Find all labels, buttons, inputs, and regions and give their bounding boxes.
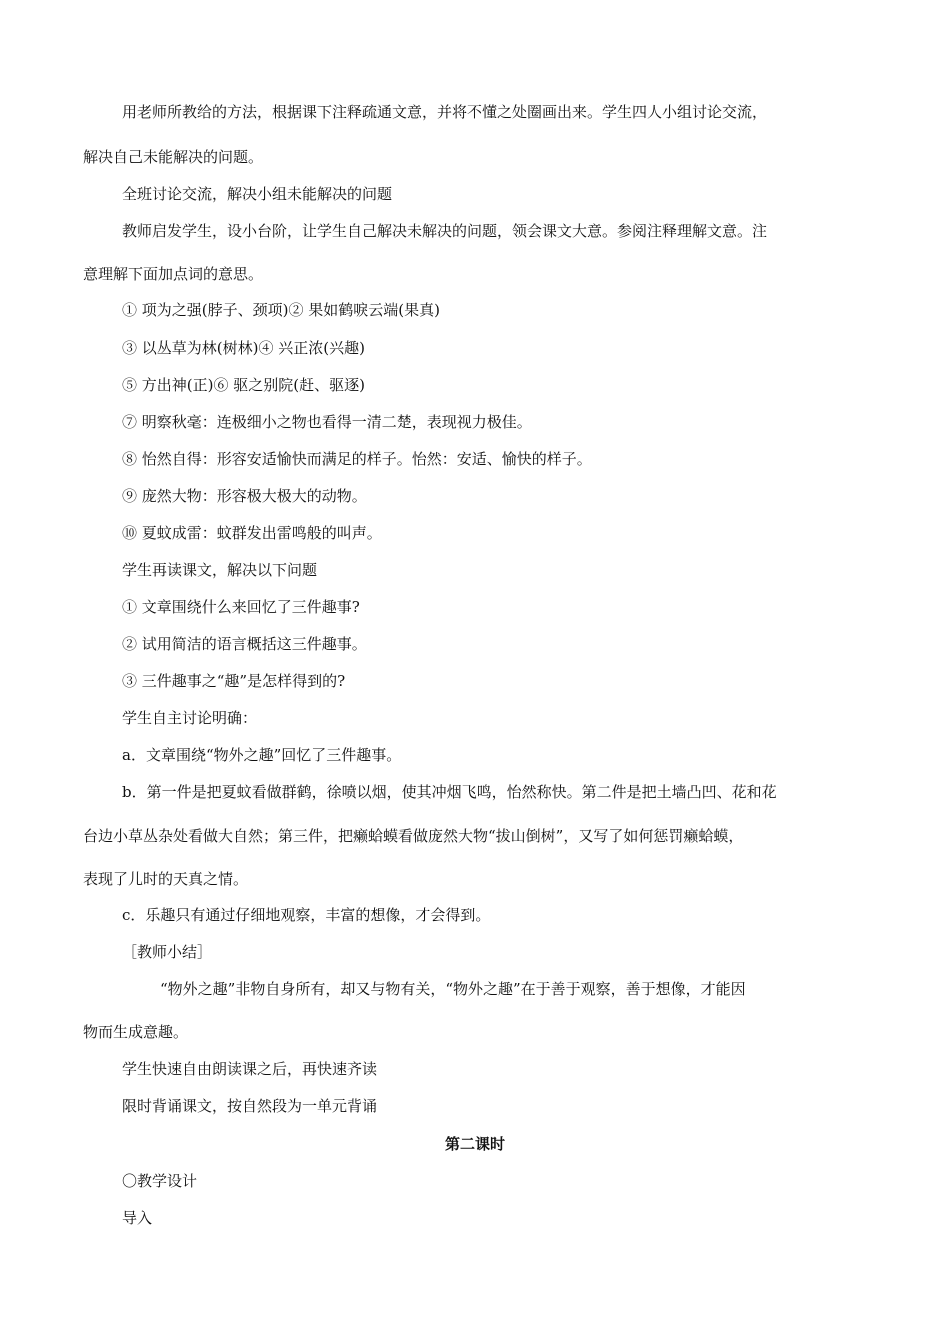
paragraph-line: 学生快速自由朗读课之后，再快速齐读 (122, 1060, 378, 1078)
list-item: ⑧ 怡然自得：形容安适愉快而满足的样子。怡然：安适、愉快的样子。 (122, 450, 592, 468)
section-heading: 第二课时 (444, 1135, 505, 1153)
paragraph-line: 〇教学设计 (122, 1172, 198, 1190)
paragraph-line: 意理解下面加点词的意思。 (83, 265, 264, 283)
paragraph-line: 用老师所教给的方法，根据课下注释疏通文意，并将不懂之处圈画出来。学生四人小组讨论交流， (122, 103, 768, 121)
list-item: ② 试用简洁的语言概括这三件趣事。 (122, 635, 367, 653)
list-item: b．第一件是把夏蚊看做群鹤，徐喷以烟，使其冲烟飞鸣，怡然称快。第二件是把土墙凸凹、花和花 (122, 783, 777, 801)
list-item: ① 项为之强(脖子、颈项)② 果如鹤唳云端(果真) (122, 301, 440, 319)
list-item: ⑩ 夏蚊成雷：蚊群发出雷鸣般的叫声。 (122, 524, 382, 542)
list-item: ⑦ 明察秋毫：连极细小之物也看得一清二楚，表现视力极佳。 (122, 413, 532, 431)
paragraph-line: 学生再读课文，解决以下问题 (122, 561, 318, 579)
paragraph-line: 解决自己未能解决的问题。 (83, 148, 264, 166)
list-item: ① 文章围绕什么来回忆了三件趣事? (122, 598, 360, 616)
paragraph-line: “物外之趣”非物自身所有，却又与物有关，“物外之趣”在于善于观察，善于想像，才能因 (145, 980, 746, 998)
list-item: ③ 三件趣事之“趣”是怎样得到的? (122, 672, 346, 690)
paragraph-line: 教师启发学生，设小台阶，让学生自己解决未解决的问题，领会课文大意。参阅注释理解文意。注 (122, 222, 768, 240)
list-item: a．文章围绕“物外之趣”回忆了三件趣事。 (122, 746, 402, 764)
list-item: c．乐趣只有通过仔细地观察，丰富的想像，才会得到。 (122, 906, 491, 924)
list-item: ⑨ 庞然大物：形容极大极大的动物。 (122, 487, 367, 505)
paragraph-line: 表现了儿时的天真之情。 (83, 870, 249, 888)
paragraph-line: 全班讨论交流，解决小组未能解决的问题 (122, 185, 393, 203)
paragraph-line: 限时背诵课文，按自然段为一单元背诵 (122, 1097, 378, 1115)
list-item: ③ 以丛草为林(树林)④ 兴正浓(兴趣) (122, 339, 365, 357)
paragraph-line: 台边小草丛杂处看做大自然；第三件，把癞蛤蟆看做庞然大物“拔山倒树”，又写了如何惩罚癞蛤蟆， (83, 827, 744, 845)
paragraph-line: 导入 (122, 1209, 153, 1227)
paragraph-line: 物而生成意趣。 (83, 1023, 189, 1041)
list-item: ⑤ 方出神(正)⑥ 驱之别院(赶、驱逐) (122, 376, 365, 394)
section-label: ［教师小结］ (122, 943, 213, 961)
paragraph-line: 学生自主讨论明确： (122, 709, 258, 727)
